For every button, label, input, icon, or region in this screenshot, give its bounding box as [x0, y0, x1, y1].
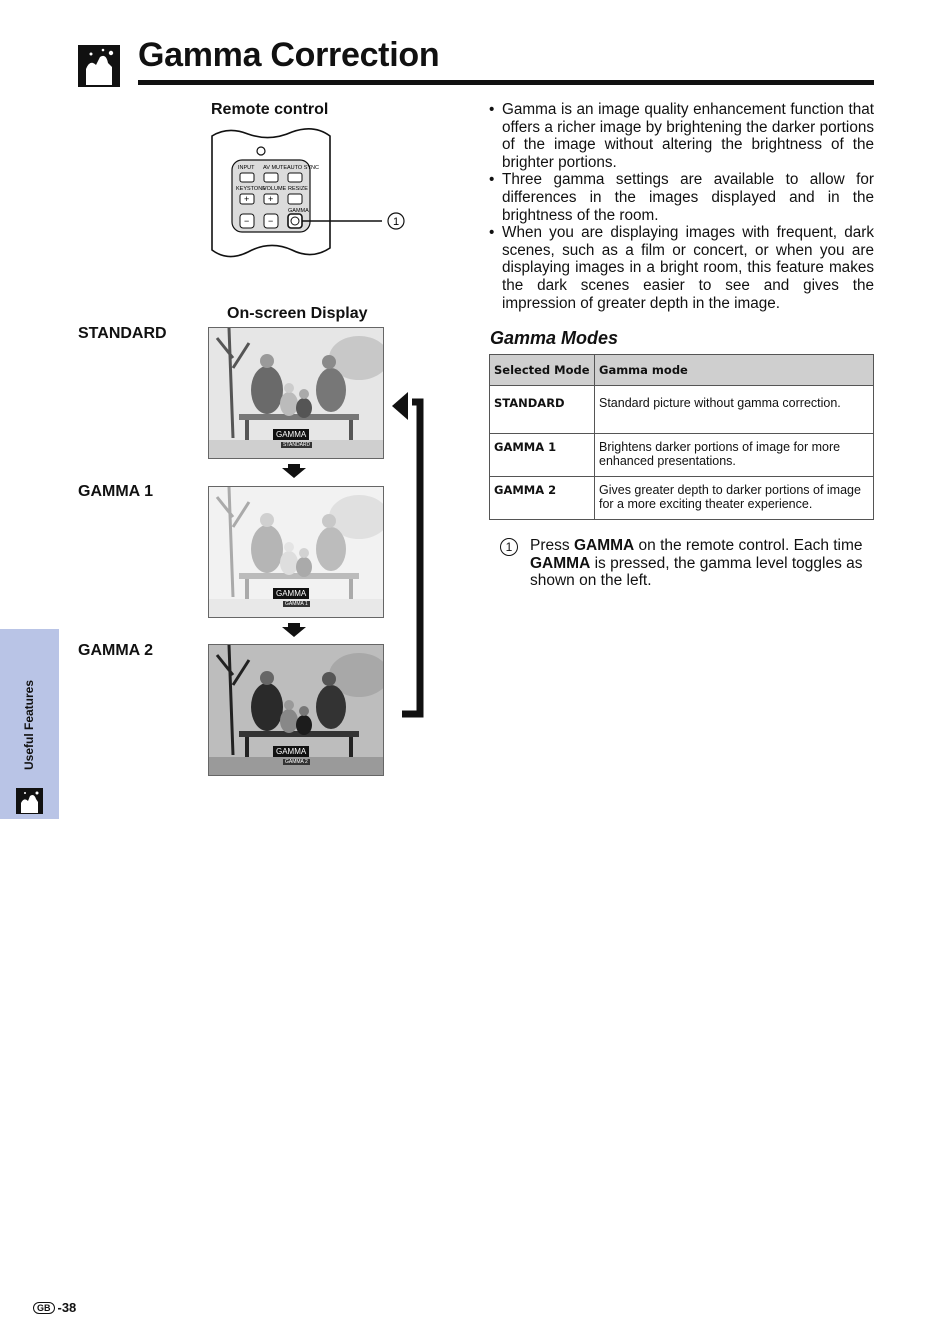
svg-text:AUTO SYNC: AUTO SYNC [287, 165, 319, 171]
svg-text:−: − [268, 216, 274, 226]
section-icon [78, 45, 120, 87]
osd-heading: On-screen Display [227, 305, 368, 322]
svg-text:AV MUTE: AV MUTE [263, 165, 288, 171]
mode-label-standard: STANDARD [78, 325, 167, 342]
gamma-modes-table [489, 354, 874, 520]
gamma-badge: GAMMA [273, 588, 309, 599]
osd-screen-standard [208, 327, 384, 459]
bullet-item: • When you are displaying images with frequent, dark scenes, such as a film or concert, or when you are displaying images in a bright room, this feature makes the dark scenes easier to see and gives the impression of greater depth in the image. [489, 224, 874, 312]
bullet-item: • Gamma is an image quality enhancement function that offers a richer image by brightening the darker portions of the image without altering the brightness of the brighter portions. [489, 101, 874, 171]
page-title: Gamma Correction [138, 36, 440, 74]
title-rule [138, 80, 874, 85]
gamma-modes-title: Gamma Modes [490, 328, 619, 348]
gamma-sublabel: GAMMA 1 [285, 601, 308, 607]
svg-text:−: − [244, 216, 250, 226]
page-number: GB -38 [33, 1300, 76, 1315]
region-badge: GB [33, 1302, 55, 1314]
table-row [490, 386, 874, 434]
table-header-row [490, 355, 874, 386]
table-cell: STANDARD [490, 386, 595, 434]
remote-control-illustration [208, 124, 418, 264]
side-tab-label: Useful Features [22, 679, 36, 770]
remote-control-heading: Remote control [211, 101, 329, 118]
step-number: 1 [500, 538, 518, 556]
down-arrow-icon [282, 464, 306, 478]
table-header-cell: Selected Mode [490, 355, 595, 386]
step-instruction [500, 537, 874, 590]
section-icon [16, 788, 43, 814]
remote-input-label: INPUT [238, 165, 255, 171]
callout-number: 1 [393, 216, 400, 228]
gamma-badge: GAMMA [273, 429, 309, 440]
gamma-sublabel: STANDARD [283, 442, 311, 448]
table-cell: Standard picture without gamma correction. [595, 386, 874, 434]
down-arrow-icon [282, 623, 306, 637]
osd-screen-gamma2 [208, 644, 384, 776]
mode-label-gamma1: GAMMA 1 [78, 483, 153, 500]
svg-text:+: + [244, 194, 250, 204]
table-row [490, 477, 874, 520]
bullet-item: • Three gamma settings are available to allow for differences in the images displayed and in the brightness of the room. [489, 171, 874, 224]
svg-text:GAMMA: GAMMA [288, 208, 309, 214]
table-cell: GAMMA 1 [490, 434, 595, 477]
osd-screen-gamma1 [208, 486, 384, 618]
svg-text:KEYSTONE: KEYSTONE [236, 186, 266, 192]
gamma-badge: GAMMA [273, 746, 309, 757]
table-cell: Gives greater depth to darker portions of image for a more exciting theater experience. [595, 477, 874, 520]
svg-text:RESIZE: RESIZE [288, 186, 308, 192]
svg-text:+: + [268, 194, 274, 204]
mode-label-gamma2: GAMMA 2 [78, 642, 153, 659]
table-header-cell: Gamma mode [595, 355, 874, 386]
table-cell: Brightens darker portions of image for more enhanced presentations. [595, 434, 874, 477]
svg-text:VOLUME: VOLUME [263, 186, 287, 192]
description-bullets [489, 101, 874, 312]
step-text: Press GAMMA on the remote control. Each time GAMMA is pressed, the gamma level toggles as shown on the left. [530, 537, 863, 590]
loop-back-arrow-icon [390, 392, 430, 722]
gamma-sublabel: GAMMA 2 [285, 759, 308, 765]
table-cell: GAMMA 2 [490, 477, 595, 520]
table-row [490, 434, 874, 477]
